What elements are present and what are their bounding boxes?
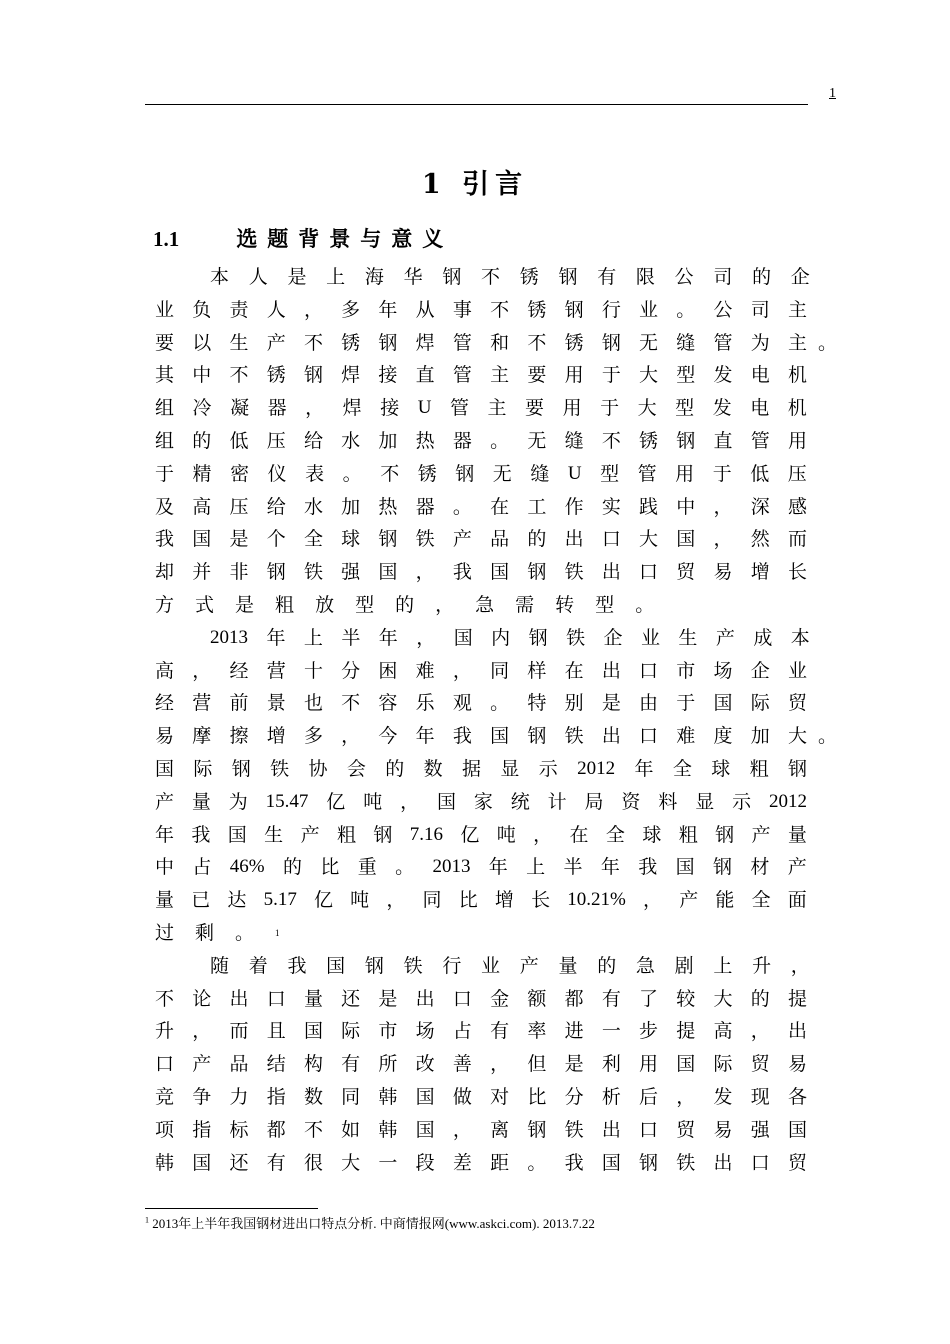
paragraph-line: 韩 国 还 有 很 大 一 段 差 距 。 我 国 钢 铁 出 口 贸 <box>155 1151 807 1174</box>
paragraph-line: 其 中 不 锈 钢 焊 接 直 管 主 要 用 于 大 型 发 电 机 <box>155 364 807 387</box>
paragraph-line: 过 剩 。 1 <box>155 922 280 944</box>
paragraph-line: 随 着 我 国 钢 铁 行 业 产 量 的 急 剧 上 升 ， <box>210 954 810 977</box>
footnote-reference: 1 <box>275 928 280 938</box>
chapter-title: 1 引言 <box>421 169 529 200</box>
paragraph-line: 不 论 出 口 量 还 是 出 口 金 额 都 有 了 较 大 的 提 <box>155 987 807 1010</box>
paragraph-line: 业 负 责 人 ， 多 年 从 事 不 锈 钢 行 业 。 公 司 主 <box>155 298 807 321</box>
paragraph-line: 本 人 是 上 海 华 钢 不 锈 钢 有 限 公 司 的 企 <box>210 266 810 288</box>
paragraph-line: 项 指 标 都 不 如 韩 国 ， 离 钢 铁 出 口 贸 易 强 国 <box>155 1118 807 1141</box>
paragraph-line: 经 营 前 景 也 不 容 乐 观 。 特 别 是 由 于 国 际 贸 <box>155 692 807 715</box>
paragraph-line: 产 量 为 15.47 亿 吨 ， 国 家 统 计 局 资 料 显 示 2012 <box>155 790 807 813</box>
paragraph-line: 量 已 达 5.17 亿 吨 ， 同 比 增 长 10.21% ， 产 能 全 面 <box>155 889 807 912</box>
paragraph-line: 我 国 是 个 全 球 钢 铁 产 品 的 出 口 大 国 ， 然 而 <box>155 528 807 551</box>
paragraph-line: 却 并 非 钢 铁 强 国 ， 我 国 钢 铁 出 口 贸 易 增 长 <box>155 561 807 584</box>
paragraph-line: 竞 争 力 指 数 同 韩 国 做 对 比 分 析 后 ， 发 现 各 <box>155 1086 807 1108</box>
footnote <box>145 1213 595 1232</box>
paragraph-line: 2013 年 上 半 年 ， 国 内 钢 铁 企 业 生 产 成 本 <box>210 626 810 649</box>
paragraph-line: 方 式 是 粗 放 型 的 ， 急 需 转 型 。 <box>155 594 655 616</box>
paragraph-line: 于 精 密 仪 表 。 不 锈 钢 无 缝 U 型 管 用 于 低 压 <box>155 462 807 485</box>
footnote-text: 2013年上半年我国钢材进出口特点分析. 中商情报网(www.askci.com). 2013.7.22 <box>152 1216 595 1231</box>
header-rule <box>145 104 808 105</box>
paragraph-line: 组 冷 凝 器 ， 焊 接 U 管 主 要 用 于 大 型 发 电 机 <box>155 397 807 420</box>
section-heading <box>153 223 453 253</box>
paragraph-line: 及 高 压 给 水 加 热 器 。 在 工 作 实 践 中 ， 深 感 <box>155 495 807 518</box>
footnote-marker: 1 <box>145 1215 149 1225</box>
paragraph-line: 高 ， 经 营 十 分 困 难 ， 同 样 在 出 口 市 场 企 业 <box>155 659 807 682</box>
footnote-rule <box>145 1208 318 1209</box>
paragraph-line: 国 际 钢 铁 协 会 的 数 据 显 示 2012 年 全 球 粗 钢 <box>155 758 807 780</box>
paragraph-line: 口 产 品 结 构 有 所 改 善 ， 但 是 利 用 国 际 贸 易 <box>155 1053 807 1076</box>
section-title: 选题背景与意义 <box>236 226 454 251</box>
paragraph-line: 组 的 低 压 给 水 加 热 器 。 无 缝 不 锈 钢 直 管 用 <box>155 430 807 452</box>
paragraph-line: 中 占 46% 的 比 重 。 2013 年 上 半 年 我 国 钢 材 产 <box>155 856 807 879</box>
paragraph-line: 升 ， 而 且 国 际 市 场 占 有 率 进 一 步 提 高 ， 出 <box>155 1020 807 1043</box>
paragraph-line: 年 我 国 生 产 粗 钢 7.16 亿 吨 ， 在 全 球 粗 钢 产 量 <box>155 823 807 846</box>
paragraph-line: 要 以 生 产 不 锈 钢 焊 管 和 不 锈 钢 无 缝 管 为 主 。 <box>155 331 837 354</box>
paragraph-line: 易 摩 擦 增 多 ， 今 年 我 国 钢 铁 出 口 难 度 加 大 。 <box>155 725 837 748</box>
section-number: 1.1 <box>153 227 180 251</box>
page-number: 1 <box>829 86 836 101</box>
